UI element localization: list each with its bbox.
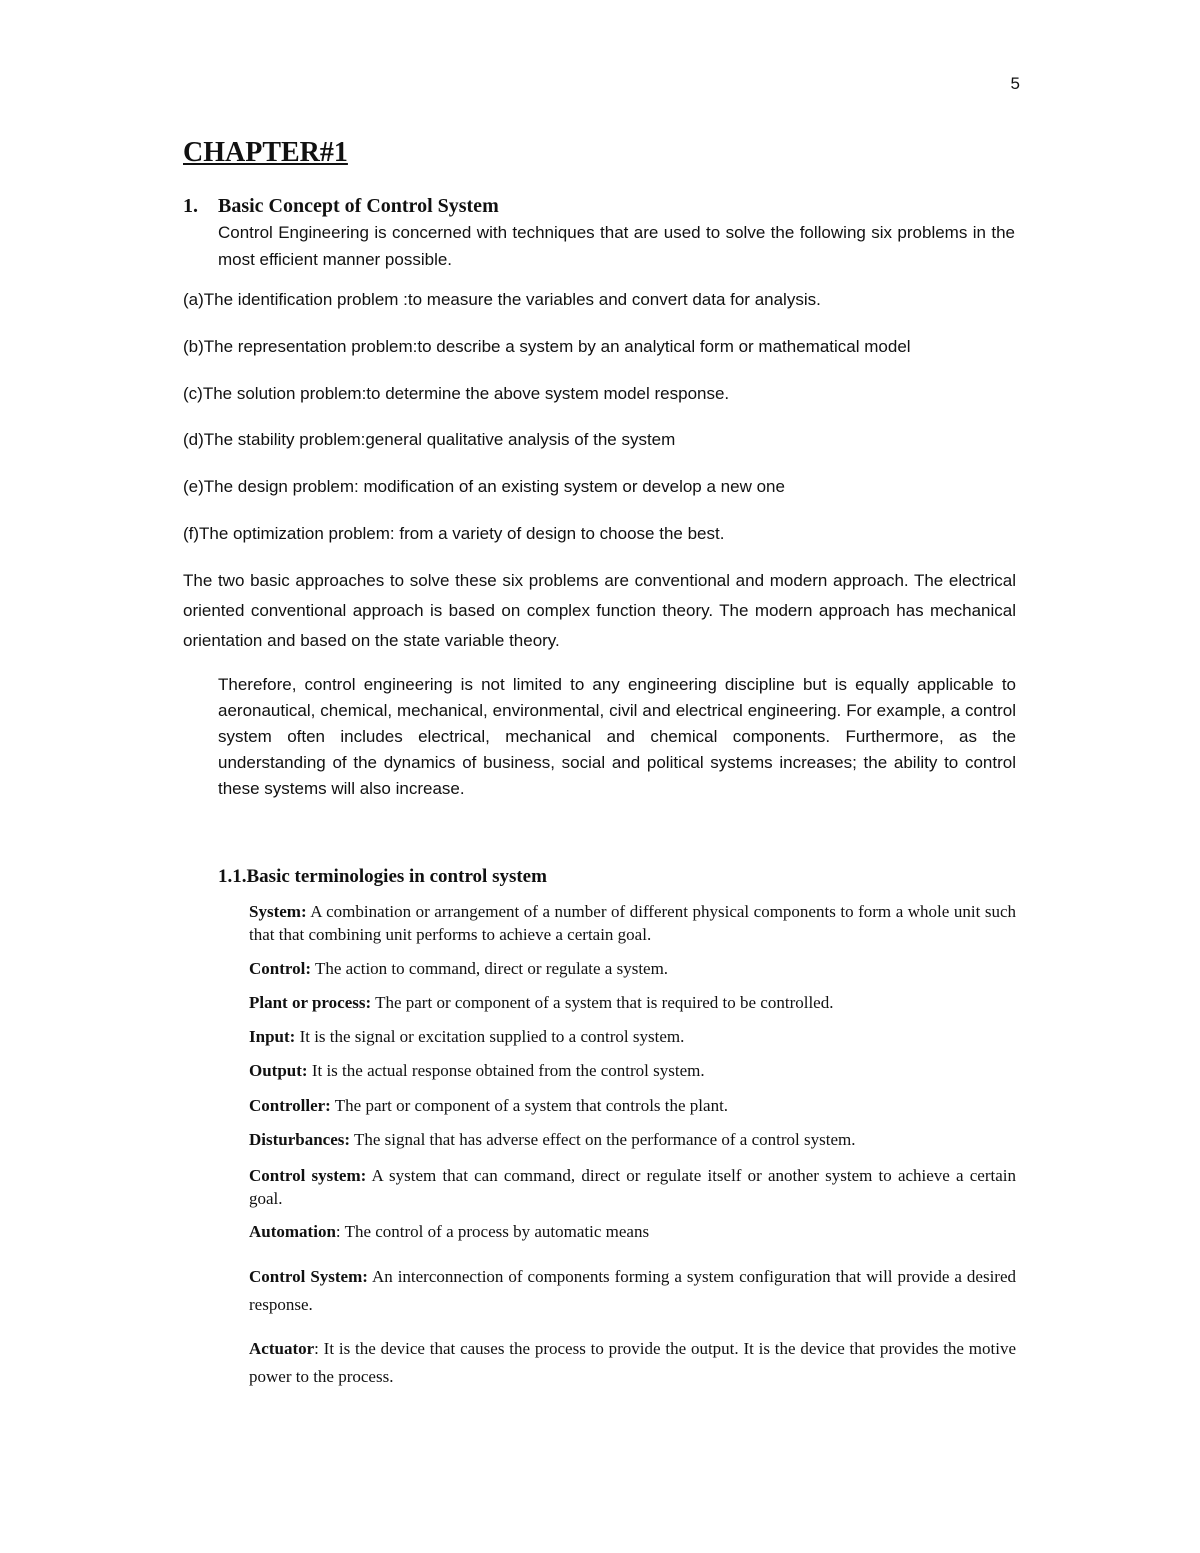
term-label: Output: <box>249 1061 308 1080</box>
subsection-heading: 1.1.Basic terminologies in control system <box>218 866 547 887</box>
problem-item-a: (a)The identification problem :to measure the variables and convert data for analysis. <box>183 290 821 309</box>
term-definition: The part or component of a system that is required to be controlled. <box>371 993 834 1012</box>
term-definition: : It is the device that causes the process to provide the output. It is the device that provides the motive power to the process. <box>249 1339 1016 1386</box>
term-controller <box>249 1094 1016 1117</box>
therefore-paragraph: Therefore, control engineering is not limited to any engineering discipline but is equally applicable to aeronautical, chemical, mechanical, environmental, civil and electrical engineering. For example, a control system often includes electrical, mechanical and chemical components. Furthermore, as the understanding of the dynamics of business, social and political systems increases; the ability to control these systems will also increase. <box>218 675 1016 798</box>
term-label: Plant or process: <box>249 993 372 1012</box>
term-definition: A system that can command, direct or regulate itself or another system to achieve a certain goal. <box>249 1166 1016 1208</box>
term-label: Automation <box>249 1222 336 1241</box>
term-definition: The part or component of a system that controls the plant. <box>330 1096 729 1115</box>
section-intro: Control Engineering is concerned with techniques that are used to solve the following six problems in the most efficient manner possible. <box>218 223 1015 269</box>
term-plant-or-process <box>249 991 1016 1014</box>
term-control-system <box>249 1164 1016 1210</box>
term-system <box>249 900 1016 946</box>
term-definition: A combination or arrangement of a number of different physical components to form a whole unit such that that combining unit performs to achieve a certain goal. <box>249 902 1016 944</box>
chapter-title: CHAPTER#1 <box>183 137 348 168</box>
term-label: Controller: <box>249 1096 331 1115</box>
problem-item-f: (f)The optimization problem: from a variety of design to choose the best. <box>183 524 725 543</box>
problem-item-b: (b)The representation problem:to describe a system by an analytical form or mathematical model <box>183 337 911 356</box>
term-label: Control: <box>249 959 312 978</box>
term-definition: An interconnection of components forming a system configuration that will provide a desired response. <box>249 1267 1016 1314</box>
term-control-system-interconnection <box>249 1263 1016 1319</box>
problem-item-c: (c)The solution problem:to determine the above system model response. <box>183 384 730 403</box>
section-heading <box>183 193 499 219</box>
term-definition: It is the signal or excitation supplied to a control system. <box>295 1027 685 1046</box>
section-title: Basic Concept of Control System <box>218 195 499 217</box>
term-label: Input: <box>249 1027 296 1046</box>
term-label: Actuator <box>249 1339 315 1358</box>
problem-item-d: (d)The stability problem:general qualitative analysis of the system <box>183 430 676 449</box>
term-definition: The action to command, direct or regulate a system. <box>311 959 669 978</box>
section-number: 1. <box>183 195 198 217</box>
term-definition: It is the actual response obtained from the control system. <box>307 1061 705 1080</box>
approach-paragraph: The two basic approaches to solve these six problems are conventional and modern approach. The electrical oriented conventional approach is based on complex function theory. The modern approach has mechanical orientation and based on the state variable theory. <box>183 571 1016 650</box>
term-label: Control system: <box>249 1166 367 1185</box>
term-disturbances <box>249 1128 1016 1151</box>
term-label: System: <box>249 902 307 921</box>
term-control <box>249 957 1016 980</box>
term-automation <box>249 1220 1016 1243</box>
term-output <box>249 1059 1016 1082</box>
term-actuator <box>249 1335 1016 1391</box>
term-definition: : The control of a process by automatic means <box>335 1222 650 1241</box>
term-definition: The signal that has adverse effect on the performance of a control system. <box>350 1130 856 1149</box>
problem-item-e: (e)The design problem: modification of an existing system or develop a new one <box>183 477 785 496</box>
term-input <box>249 1025 1016 1048</box>
page-number: 5 <box>1010 74 1020 93</box>
term-label: Control System: <box>249 1267 368 1286</box>
term-label: Disturbances: <box>249 1130 351 1149</box>
